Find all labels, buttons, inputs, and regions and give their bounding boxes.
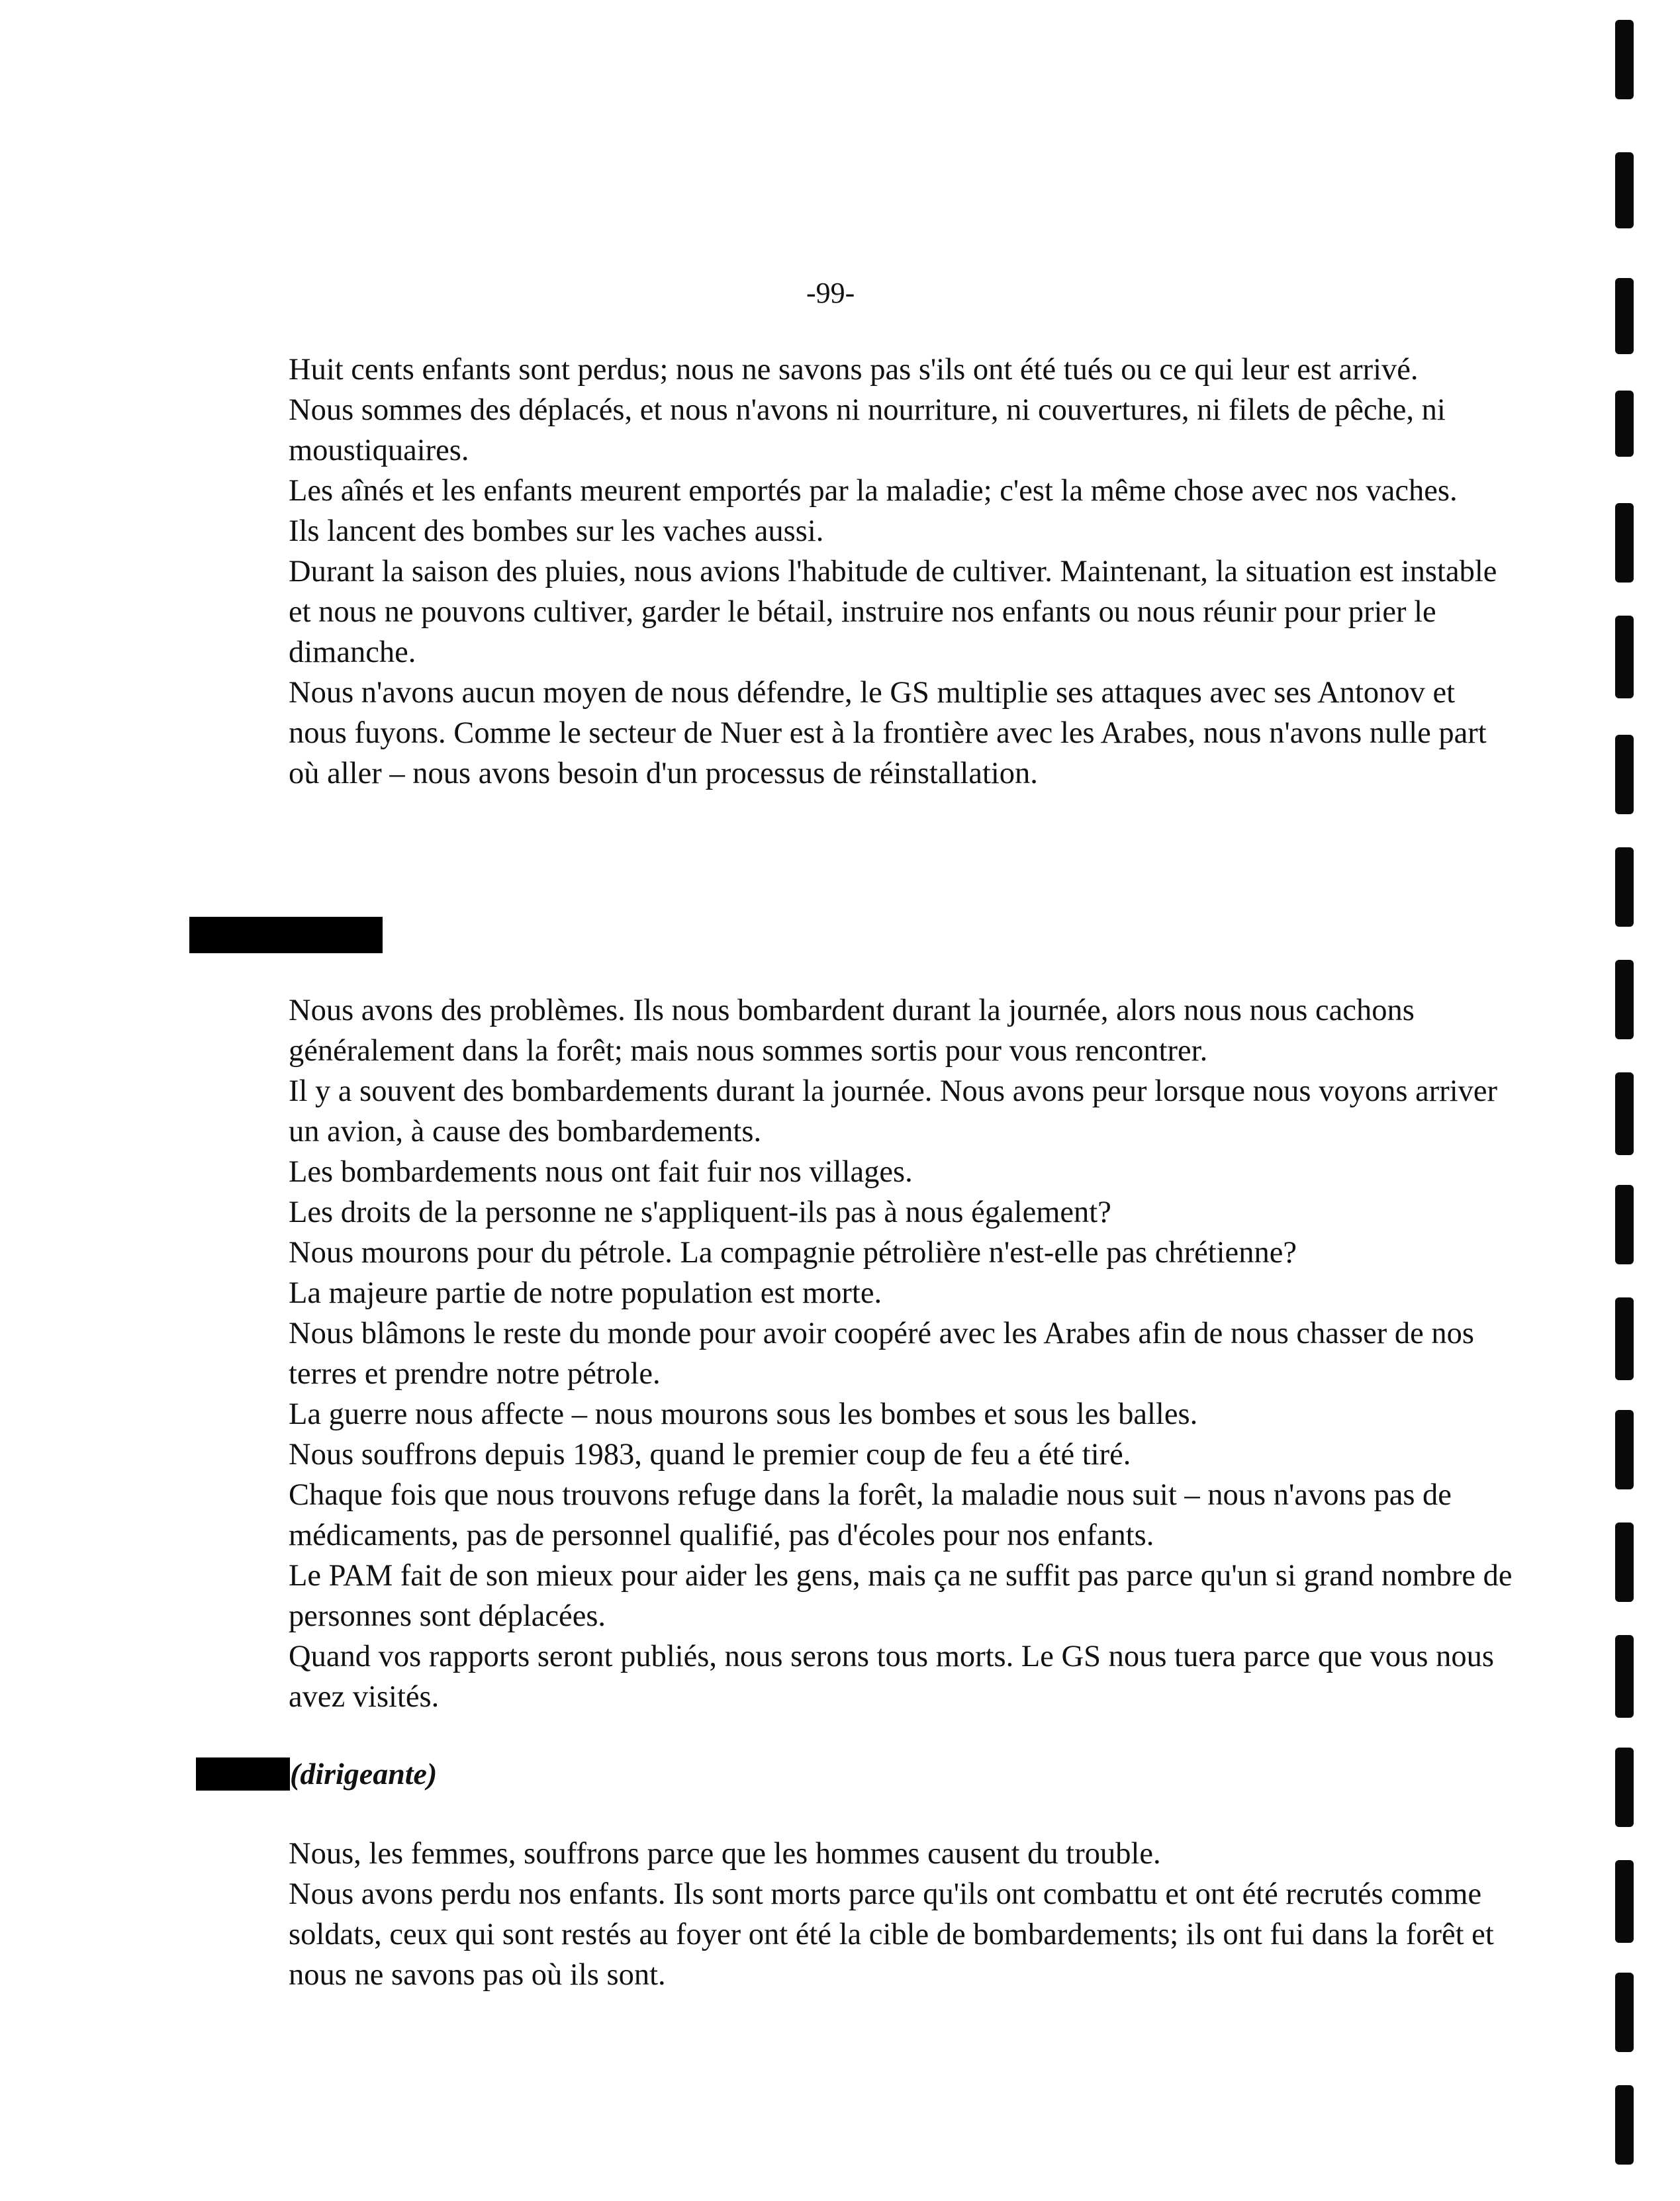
edge-mark [1615,1522,1634,1602]
edge-mark [1615,1748,1634,1827]
testimony-block-3 [289,1834,1520,1995]
paragraph: Il y a souvent des bombardements durant la journée. Nous avons peur lorsque nous voyons arriver un avion, à cause des bombardements. [289,1074,1497,1148]
edge-mark [1615,1635,1634,1718]
paragraph: Nous avons perdu nos enfants. Ils sont morts parce qu'ils ont combattu et ont été recrutés comme soldats, ceux qui sont restés au foyer ont été la cible de bombardements; ils ont fui dans la forêt et nous ne savons pas où ils sont. [289,1877,1494,1992]
edge-mark [1615,1410,1634,1489]
page-number: -99- [806,277,855,309]
paragraph: La majeure partie de notre population est morte. [289,1276,882,1310]
paragraph: Durant la saison des pluies, nous avions l'habitude de cultiver. Maintenant, la situation est instable et nous ne pouvons cultiver, garder le bétail, instruire nos enfants ou nous réunir pour prier le dimanche. [289,555,1497,669]
paragraph: Chaque fois que nous trouvons refuge dans la forêt, la maladie nous suit – nous n'avons pas de médicaments, pas de personnel qualifié, pas d'écoles pour nos enfants. [289,1478,1452,1552]
edge-mark [1615,847,1634,927]
paragraph: La guerre nous affecte – nous mourons sous les bombes et sous les balles. [289,1397,1198,1431]
edge-mark [1615,616,1634,698]
redacted-speaker-name [196,1757,290,1791]
edge-mark [1615,1185,1634,1264]
edge-mark [1615,278,1634,354]
paragraph: Nous avons des problèmes. Ils nous bombardent durant la journée, alors nous nous cachons généralement dans la forêt; mais nous sommes sortis pour vous rencontrer. [289,994,1415,1068]
edge-mark [1615,1297,1634,1380]
testimony-block-1 [289,350,1520,794]
paragraph: Nous sommes des déplacés, et nous n'avons ni nourriture, ni couvertures, ni filets de pêche, ni moustiquaires. [289,393,1446,467]
paragraph: Nous, les femmes, souffrons parce que les hommes causent du trouble. [289,1837,1161,1871]
paragraph: Nous n'avons aucun moyen de nous défendre, le GS multiplie ses attaques avec ses Antonov et nous fuyons. Comme le secteur de Nuer est à la frontière avec les Arabes, nous n'avons nulle part où aller – nous avons besoin d'un processus de réinstallation. [289,676,1487,790]
edge-mark [1615,152,1634,228]
edge-mark [1615,735,1634,814]
paragraph: Le PAM fait de son mieux pour aider les gens, mais ça ne suffit pas parce qu'un si grand nombre de personnes sont déplacées. [289,1559,1513,1633]
paragraph: Nous souffrons depuis 1983, quand le premier coup de feu a été tiré. [289,1438,1131,1472]
paragraph: Quand vos rapports seront publiés, nous serons tous morts. Le GS nous tuera parce que vous nous avez visités. [289,1640,1494,1714]
speaker-heading [196,1756,437,1793]
testimony-block-2 [289,990,1520,1717]
paragraph: Huit cents enfants sont perdus; nous ne savons pas s'ils ont été tués ou ce qui leur est arrivé. [289,353,1419,387]
paragraph: Les aînés et les enfants meurent emportés par la maladie; c'est la même chose avec nos vaches. [289,474,1458,508]
edge-mark [1615,391,1634,457]
paragraph: Ils lancent des bombes sur les vaches aussi. [289,514,824,548]
paragraph: Nous mourons pour du pétrole. La compagnie pétrolière n'est-elle pas chrétienne? [289,1236,1297,1270]
edge-mark [1615,960,1634,1039]
scan-edge-marks [1615,0,1655,2201]
edge-mark [1615,2085,1634,2165]
redacted-speaker-name [189,917,383,953]
paragraph: Les droits de la personne ne s'appliquent-ils pas à nous également? [289,1195,1111,1229]
paragraph: Nous blâmons le reste du monde pour avoir coopéré avec les Arabes afin de nous chasser de nos terres et prendre notre pétrole. [289,1317,1474,1391]
edge-mark [1615,503,1634,583]
speaker-role: (dirigeante) [290,1757,438,1791]
paragraph: Les bombardements nous ont fait fuir nos villages. [289,1155,913,1189]
edge-mark [1615,1973,1634,2052]
edge-mark [1615,20,1634,99]
edge-mark [1615,1072,1634,1155]
edge-mark [1615,1860,1634,1943]
